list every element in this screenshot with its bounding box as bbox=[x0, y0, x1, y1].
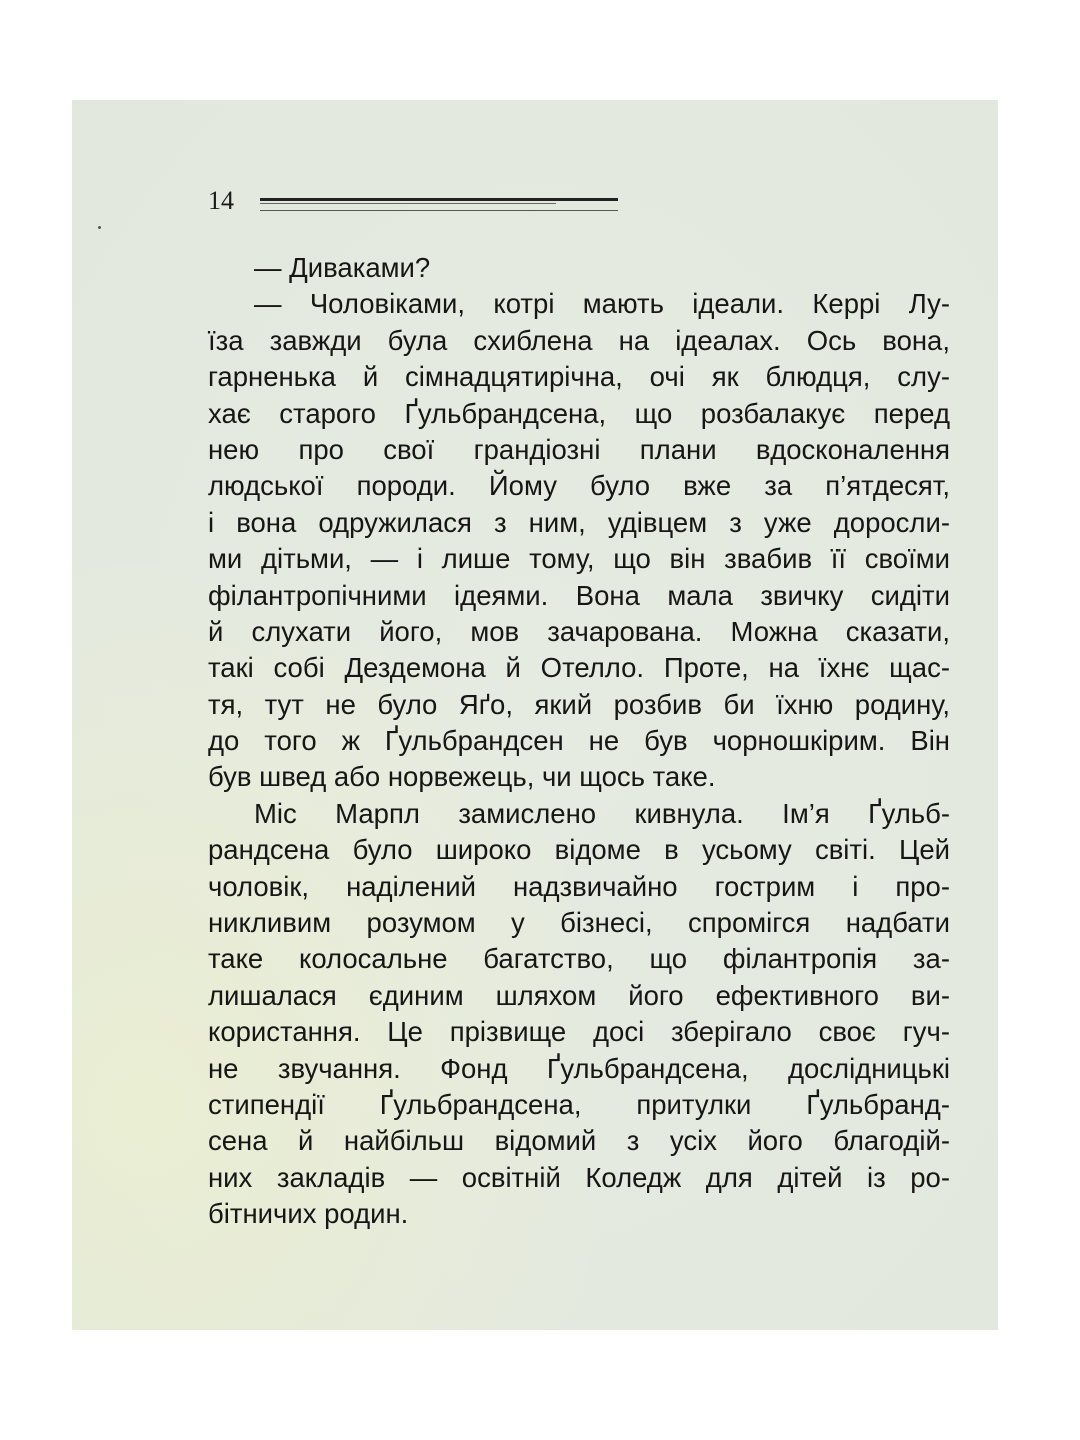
text-line: користання. Це прізвище досі зберігало своє гуч- bbox=[208, 1016, 950, 1048]
text-line: — Чоловіками, котрі мають ідеали. Керрі Лу- bbox=[254, 288, 950, 320]
body-text bbox=[208, 250, 950, 1233]
text-line: хає старого Ґульбрандсена, що розбалакує перед bbox=[208, 397, 950, 429]
text-line: їза завжди була схиблена на ідеалах. Ось вона, bbox=[208, 324, 950, 356]
text-line: й слухати його, мов зачарована. Можна сказати, bbox=[208, 615, 950, 647]
text-line: никливим розумом у бізнесі, спромігся надбати bbox=[208, 907, 950, 939]
text-line: не звучання. Фонд Ґульбрандсена, дослідницькі bbox=[208, 1052, 950, 1084]
page-number: 14 bbox=[208, 186, 234, 215]
text-line: них закладів — освітній Коледж для дітей із ро- bbox=[208, 1161, 950, 1193]
text-line: Міс Марпл замислено кивнула. Ім’я Ґульб- bbox=[254, 797, 950, 829]
text-line: нею про свої грандіозні плани вдосконалення bbox=[208, 433, 950, 465]
text-line: до того ж Ґульбрандсен не був чорношкірим. Він bbox=[208, 725, 950, 757]
text-line: гарненька й сімнадцятирічна, очі як блюдця, слу- bbox=[208, 361, 950, 393]
text-line: лишалася єдиним шляхом його ефективного ви- bbox=[208, 979, 950, 1011]
text-line: був швед або норвежець, чи щось таке. bbox=[208, 761, 716, 793]
text-line: філантропічними ідеями. Вона мала звичку сидіти bbox=[208, 579, 950, 611]
text-line: і вона одружилася з ним, удівцем з уже доросли- bbox=[208, 506, 950, 538]
text-line: ми дітьми, — і лише тому, що він звабив її своїми bbox=[208, 543, 950, 575]
text-line: такі собі Дездемона й Отелло. Проте, на їхнє щас- bbox=[208, 652, 950, 684]
header-rule bbox=[260, 198, 618, 211]
text-line: чоловік, наділений надзвичайно гострим і про- bbox=[208, 870, 950, 902]
text-line: тя, тут не було Яґо, який розбив би їхню родину, bbox=[208, 688, 950, 720]
text-line: сена й найбільш відомий з усіх його благодій- bbox=[208, 1125, 950, 1157]
scan-speck bbox=[98, 226, 101, 229]
page-header bbox=[208, 186, 628, 220]
text-line: — Диваками? bbox=[254, 252, 431, 283]
text-line: людської породи. Йому було вже за п’ятдесят, bbox=[208, 470, 950, 502]
text-line: бітничих родин. bbox=[208, 1198, 409, 1230]
text-line: стипендії Ґульбрандсена, притулки Ґульбранд- bbox=[208, 1088, 950, 1120]
text-line: таке колосальне багатство, що філантропія за- bbox=[208, 943, 950, 975]
text-line: рандсена було широко відоме в усьому світі. Цей bbox=[208, 834, 950, 866]
